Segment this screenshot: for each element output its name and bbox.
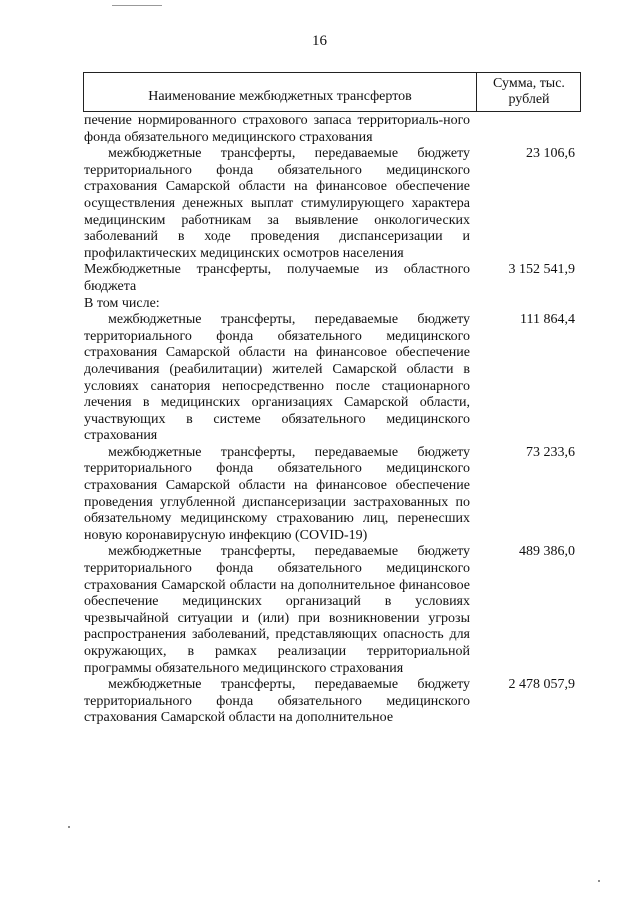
column-header-sum-line2: рублей [508,92,550,107]
row-amount: 489 386,0 [519,544,575,560]
table-row [84,312,581,445]
column-header-name: Наименование межбюджетных трансфертов [148,89,412,104]
row-amount: 111 864,4 [520,312,575,328]
row-amount: 23 106,6 [526,146,575,162]
row-text: межбюджетные трансферты, передаваемые бюджету территориального фонда обязательного медицинского страхования Самарской области на финансовое обеспечение проведения углубленной диспансеризации застрахованных по обязательному медицинскому страхованию лиц, перенесших новую коронавирусную инфекцию (COVID-19) [84,444,470,543]
column-header-sum [477,76,581,108]
table-body [84,113,581,727]
row-text: В том числе: [84,295,160,311]
row-text: Межбюджетные трансферты, получаемые из областного бюджета [84,262,470,294]
row-text: межбюджетные трансферты, передаваемые бюджету территориального фонда обязательного медицинского страхования Самарской области на дополнительное [84,677,470,726]
table-row [84,296,581,313]
row-text: межбюджетные трансферты, передаваемые бюджету территориального фонда обязательного медицинского страхования Самарской области на дополнительное финансовое обеспечение медицинских организаций в условиях чрезвычайной ситуации и (или) при возникновении угрозы распространения заболеваний, представляющих опасность для окружающих, в рамках реализации территориальной программы обязательного медицинского страхования [84,544,470,676]
table-row [84,146,581,262]
row-text: межбюджетные трансферты, передаваемые бюджету территориального фонда обязательного медицинского страхования Самарской области на финансовое обеспечение осуществления денежных выплат стимулирующего характера медицинским работникам за выявление онкологических заболеваний в ходе проведения диспансеризации и профилактических медицинских осмотров населения [84,146,470,261]
table-row [84,445,581,545]
table-row [84,262,581,295]
table-row [84,677,581,727]
row-amount: 3 152 541,9 [508,262,575,278]
column-header-sum-line1: Сумма, тыс. [493,76,565,91]
row-amount: 2 478 057,9 [508,677,575,693]
scan-speck [68,826,70,828]
row-text: печение нормированного страхового запаса территориаль-ного фонда обязательного медицинского страхования [84,113,470,145]
table-row [84,113,581,146]
scan-speck [598,880,600,882]
row-text: межбюджетные трансферты, передаваемые бюджету территориального фонда обязательного медицинского страхования Самарской области на финансовое обеспечение долечивания (реабилитации) жителей Самарской области в условиях санатория непосредственно после стационарного лечения в медицинских организациях Самарской области, участвующих в системе обязательного медицинского страхования [84,312,470,444]
table-header [83,72,581,112]
page-number: 16 [312,33,327,49]
row-amount: 73 233,6 [526,444,575,460]
top-edge-mark [112,0,162,6]
table-row [84,544,581,677]
